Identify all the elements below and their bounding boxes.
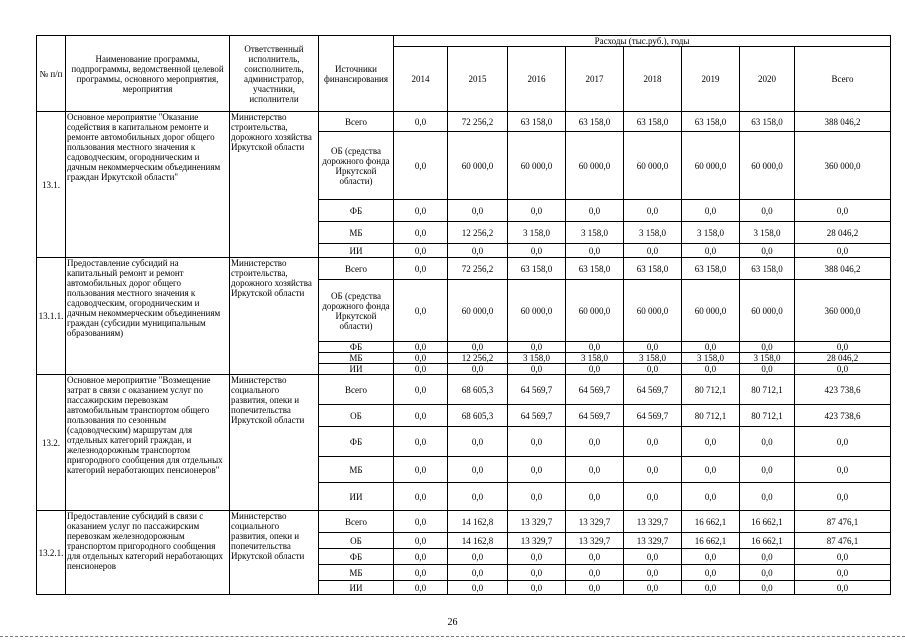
row-number: 13.1. [37,112,66,258]
year-amount: 0,0 [394,549,448,565]
year-amount: 64 569,7 [508,375,566,405]
year-amount: 0,0 [394,457,448,483]
header-year: 2014 [394,47,448,112]
header-expenses: Расходы (тыс.руб.), годы [394,36,891,47]
total-amount: 0,0 [795,427,891,457]
year-amount: 0,0 [682,549,740,565]
year-amount: 13 329,7 [566,533,624,549]
year-amount: 13 329,7 [624,511,682,533]
total-amount: 0,0 [795,581,891,595]
year-amount: 0,0 [624,342,682,353]
total-amount: 388 046,2 [795,112,891,132]
year-amount: 0,0 [682,457,740,483]
year-amount: 0,0 [566,565,624,581]
year-amount: 0,0 [682,581,740,595]
row-number: 13.1.1. [37,258,66,375]
year-amount: 72 256,2 [448,258,508,280]
funding-source: ФБ [319,200,394,222]
funding-source: ОБ [319,405,394,427]
year-amount: 0,0 [394,565,448,581]
year-amount: 0,0 [624,565,682,581]
year-amount: 0,0 [508,581,566,595]
year-amount: 0,0 [448,427,508,457]
total-amount: 360 000,0 [795,132,891,200]
header-year: 2016 [508,47,566,112]
total-amount: 0,0 [795,549,891,565]
year-amount: 60 000,0 [740,132,795,200]
year-amount: 63 158,0 [624,258,682,280]
year-amount: 60 000,0 [682,132,740,200]
total-amount: 388 046,2 [795,258,891,280]
year-amount: 0,0 [394,581,448,595]
year-amount: 0,0 [682,200,740,222]
year-amount: 0,0 [740,244,795,258]
header-total: Всего [795,47,891,112]
year-amount: 3 158,0 [740,353,795,364]
year-amount: 3 158,0 [682,222,740,244]
year-amount: 13 329,7 [624,533,682,549]
year-amount: 12 256,2 [448,353,508,364]
year-amount: 60 000,0 [448,132,508,200]
year-amount: 0,0 [394,342,448,353]
year-amount: 60 000,0 [624,280,682,342]
year-amount: 63 158,0 [566,112,624,132]
page-edge-line [0,636,905,637]
year-amount: 3 158,0 [682,353,740,364]
row-number: 13.2.1. [37,511,66,595]
year-amount: 0,0 [394,483,448,511]
year-amount: 16 662,1 [740,533,795,549]
year-amount: 0,0 [448,200,508,222]
total-amount: 0,0 [795,483,891,511]
year-amount: 0,0 [394,353,448,364]
year-amount: 0,0 [682,483,740,511]
year-amount: 16 662,1 [740,511,795,533]
header-year: 2018 [624,47,682,112]
funding-source: МБ [319,565,394,581]
year-amount: 0,0 [448,364,508,375]
year-amount: 0,0 [740,549,795,565]
funding-source: ИИ [319,581,394,595]
year-amount: 16 662,1 [682,533,740,549]
total-amount: 0,0 [795,457,891,483]
year-amount: 0,0 [394,258,448,280]
total-amount: 0,0 [795,342,891,353]
funding-source: ОБ (средства дорожного фонда Иркутской области) [319,132,394,200]
year-amount: 0,0 [448,342,508,353]
year-amount: 0,0 [624,581,682,595]
year-amount: 0,0 [624,457,682,483]
year-amount: 0,0 [448,457,508,483]
year-amount: 0,0 [624,244,682,258]
header-year: 2017 [566,47,624,112]
funding-source: ОБ [319,533,394,549]
header-year: 2015 [448,47,508,112]
year-amount: 0,0 [566,342,624,353]
year-amount: 0,0 [508,200,566,222]
year-amount: 0,0 [682,364,740,375]
table-body [37,112,891,595]
year-amount: 0,0 [624,364,682,375]
year-amount: 0,0 [740,483,795,511]
year-amount: 0,0 [394,364,448,375]
year-amount: 0,0 [624,427,682,457]
table-row [37,258,891,280]
year-amount: 13 329,7 [566,511,624,533]
year-amount: 72 256,2 [448,112,508,132]
funding-source: ОБ (средства дорожного фонда Иркутской области) [319,280,394,342]
total-amount: 0,0 [795,364,891,375]
total-amount: 360 000,0 [795,280,891,342]
year-amount: 3 158,0 [508,353,566,364]
year-amount: 0,0 [682,342,740,353]
year-amount: 0,0 [508,549,566,565]
funding-source: Всего [319,511,394,533]
funding-source: ФБ [319,342,394,353]
year-amount: 60 000,0 [566,280,624,342]
funding-source: ФБ [319,549,394,565]
year-amount: 0,0 [394,132,448,200]
header-year: 2019 [682,47,740,112]
year-amount: 0,0 [566,483,624,511]
year-amount: 3 158,0 [566,222,624,244]
total-amount: 0,0 [795,200,891,222]
total-amount: 87 476,1 [795,533,891,549]
year-amount: 64 569,7 [508,405,566,427]
year-amount: 3 158,0 [624,222,682,244]
year-amount: 80 712,1 [682,375,740,405]
year-amount: 0,0 [682,244,740,258]
year-amount: 12 256,2 [448,222,508,244]
year-amount: 0,0 [566,457,624,483]
responsible-executor: Министерство социального развития, опеки и попечительства Иркутской области [230,511,319,595]
responsible-executor: Министерство социального развития, опеки и попечительства Иркутской области [230,375,319,511]
total-amount: 0,0 [795,565,891,581]
year-amount: 0,0 [740,565,795,581]
total-amount: 87 476,1 [795,511,891,533]
year-amount: 64 569,7 [566,405,624,427]
total-amount: 0,0 [795,244,891,258]
year-amount: 0,0 [624,549,682,565]
funding-source: МБ [319,222,394,244]
year-amount: 0,0 [566,427,624,457]
header-num: № п/п [37,36,66,112]
header-responsible: Ответственный исполнитель, соисполнитель, администратор, участники, исполнители [230,36,319,112]
year-amount: 60 000,0 [566,132,624,200]
year-amount: 3 158,0 [740,222,795,244]
year-amount: 3 158,0 [624,353,682,364]
year-amount: 60 000,0 [740,280,795,342]
funding-source: Всего [319,375,394,405]
year-amount: 0,0 [682,427,740,457]
year-amount: 0,0 [566,200,624,222]
funding-source: Всего [319,258,394,280]
total-amount: 423 738,6 [795,375,891,405]
responsible-executor: Министерство строительства, дорожного хозяйства Иркутской области [230,112,319,258]
year-amount: 0,0 [740,581,795,595]
year-amount: 68 605,3 [448,375,508,405]
funding-source: ФБ [319,427,394,457]
year-amount: 60 000,0 [508,132,566,200]
year-amount: 0,0 [394,533,448,549]
table-row [37,511,891,533]
year-amount: 0,0 [508,457,566,483]
year-amount: 0,0 [624,483,682,511]
year-amount: 14 162,8 [448,533,508,549]
year-amount: 64 569,7 [566,375,624,405]
year-amount: 0,0 [394,427,448,457]
year-amount: 63 158,0 [682,258,740,280]
funding-source: МБ [319,353,394,364]
year-amount: 60 000,0 [448,280,508,342]
year-amount: 64 569,7 [624,375,682,405]
funding-source: ИИ [319,244,394,258]
year-amount: 80 712,1 [740,405,795,427]
year-amount: 68 605,3 [448,405,508,427]
table-row [37,375,891,405]
year-amount: 0,0 [508,342,566,353]
year-amount: 63 158,0 [508,258,566,280]
budget-table [36,35,891,595]
year-amount: 80 712,1 [740,375,795,405]
year-amount: 0,0 [394,200,448,222]
year-amount: 0,0 [394,244,448,258]
program-name: Предоставление субсидий в связи с оказанием услуг по пассажирским перевозкам железнодорожным транспортом пригородного сообщения для отдельных категорий неработающих пенсионеров [66,511,230,595]
year-amount: 13 329,7 [508,533,566,549]
year-amount: 60 000,0 [508,280,566,342]
program-name: Основное мероприятие "Возмещение затрат в связи с оказанием услуг по пассажирским перевозкам автомобильным транспортом общего пользования по сезонным (садоводческим) маршрутам для отдельных категорий граждан, и железнодорожным транспортом пригородного сообщения для отдельных категорий неработающих пенсионеров" [66,375,230,511]
year-amount: 60 000,0 [624,132,682,200]
program-name: Предоставление субсидий на капитальный ремонт и ремонт автомобильных дорог общего пользования местного значения к садоводческим, огородническим и дачным некоммерческим объединениям граждан (субсидии муниципальным образованиям) [66,258,230,375]
total-amount: 423 738,6 [795,405,891,427]
row-number: 13.2. [37,375,66,511]
program-name: Основное мероприятие "Оказание содействия в капитальном ремонте и ремонте автомобильных дорог общего пользования местного значения к садоводческим, огородническим и дачным некоммерческим объединениям граждан Иркутской области" [66,112,230,258]
year-amount: 0,0 [448,549,508,565]
funding-source: Всего [319,112,394,132]
header-year: 2020 [740,47,795,112]
responsible-executor: Министерство строительства, дорожного хозяйства Иркутской области [230,258,319,375]
year-amount: 0,0 [566,549,624,565]
year-amount: 13 329,7 [508,511,566,533]
year-amount: 0,0 [740,342,795,353]
year-amount: 63 158,0 [508,112,566,132]
year-amount: 0,0 [394,405,448,427]
year-amount: 0,0 [508,565,566,581]
year-amount: 0,0 [394,280,448,342]
year-amount: 0,0 [508,364,566,375]
year-amount: 0,0 [566,244,624,258]
year-amount: 0,0 [394,511,448,533]
year-amount: 60 000,0 [682,280,740,342]
total-amount: 28 046,2 [795,222,891,244]
year-amount: 0,0 [394,222,448,244]
year-amount: 14 162,8 [448,511,508,533]
year-amount: 0,0 [624,200,682,222]
page-number: 26 [447,617,458,628]
year-amount: 0,0 [740,364,795,375]
year-amount: 80 712,1 [682,405,740,427]
year-amount: 3 158,0 [566,353,624,364]
year-amount: 63 158,0 [624,112,682,132]
header-sources: Источники финансирования [319,36,394,112]
year-amount: 0,0 [448,581,508,595]
year-amount: 0,0 [394,112,448,132]
year-amount: 16 662,1 [682,511,740,533]
table-row [37,112,891,132]
year-amount: 0,0 [740,457,795,483]
year-amount: 63 158,0 [740,258,795,280]
funding-source: МБ [319,457,394,483]
year-amount: 0,0 [682,565,740,581]
year-amount: 63 158,0 [740,112,795,132]
year-amount: 0,0 [508,483,566,511]
year-amount: 0,0 [508,427,566,457]
year-amount: 0,0 [448,244,508,258]
year-amount: 0,0 [508,244,566,258]
funding-source: ИИ [319,483,394,511]
year-amount: 63 158,0 [566,258,624,280]
year-amount: 0,0 [740,427,795,457]
year-amount: 64 569,7 [624,405,682,427]
year-amount: 0,0 [566,364,624,375]
year-amount: 0,0 [394,375,448,405]
year-amount: 0,0 [448,565,508,581]
total-amount: 28 046,2 [795,353,891,364]
year-amount: 0,0 [448,483,508,511]
header-name: Наименование программы, подпрограммы, ведомственной целевой программы, основного мероприятия, мероприятия [66,36,230,112]
year-amount: 0,0 [740,200,795,222]
year-amount: 0,0 [566,581,624,595]
funding-source: ИИ [319,364,394,375]
year-amount: 63 158,0 [682,112,740,132]
year-amount: 3 158,0 [508,222,566,244]
